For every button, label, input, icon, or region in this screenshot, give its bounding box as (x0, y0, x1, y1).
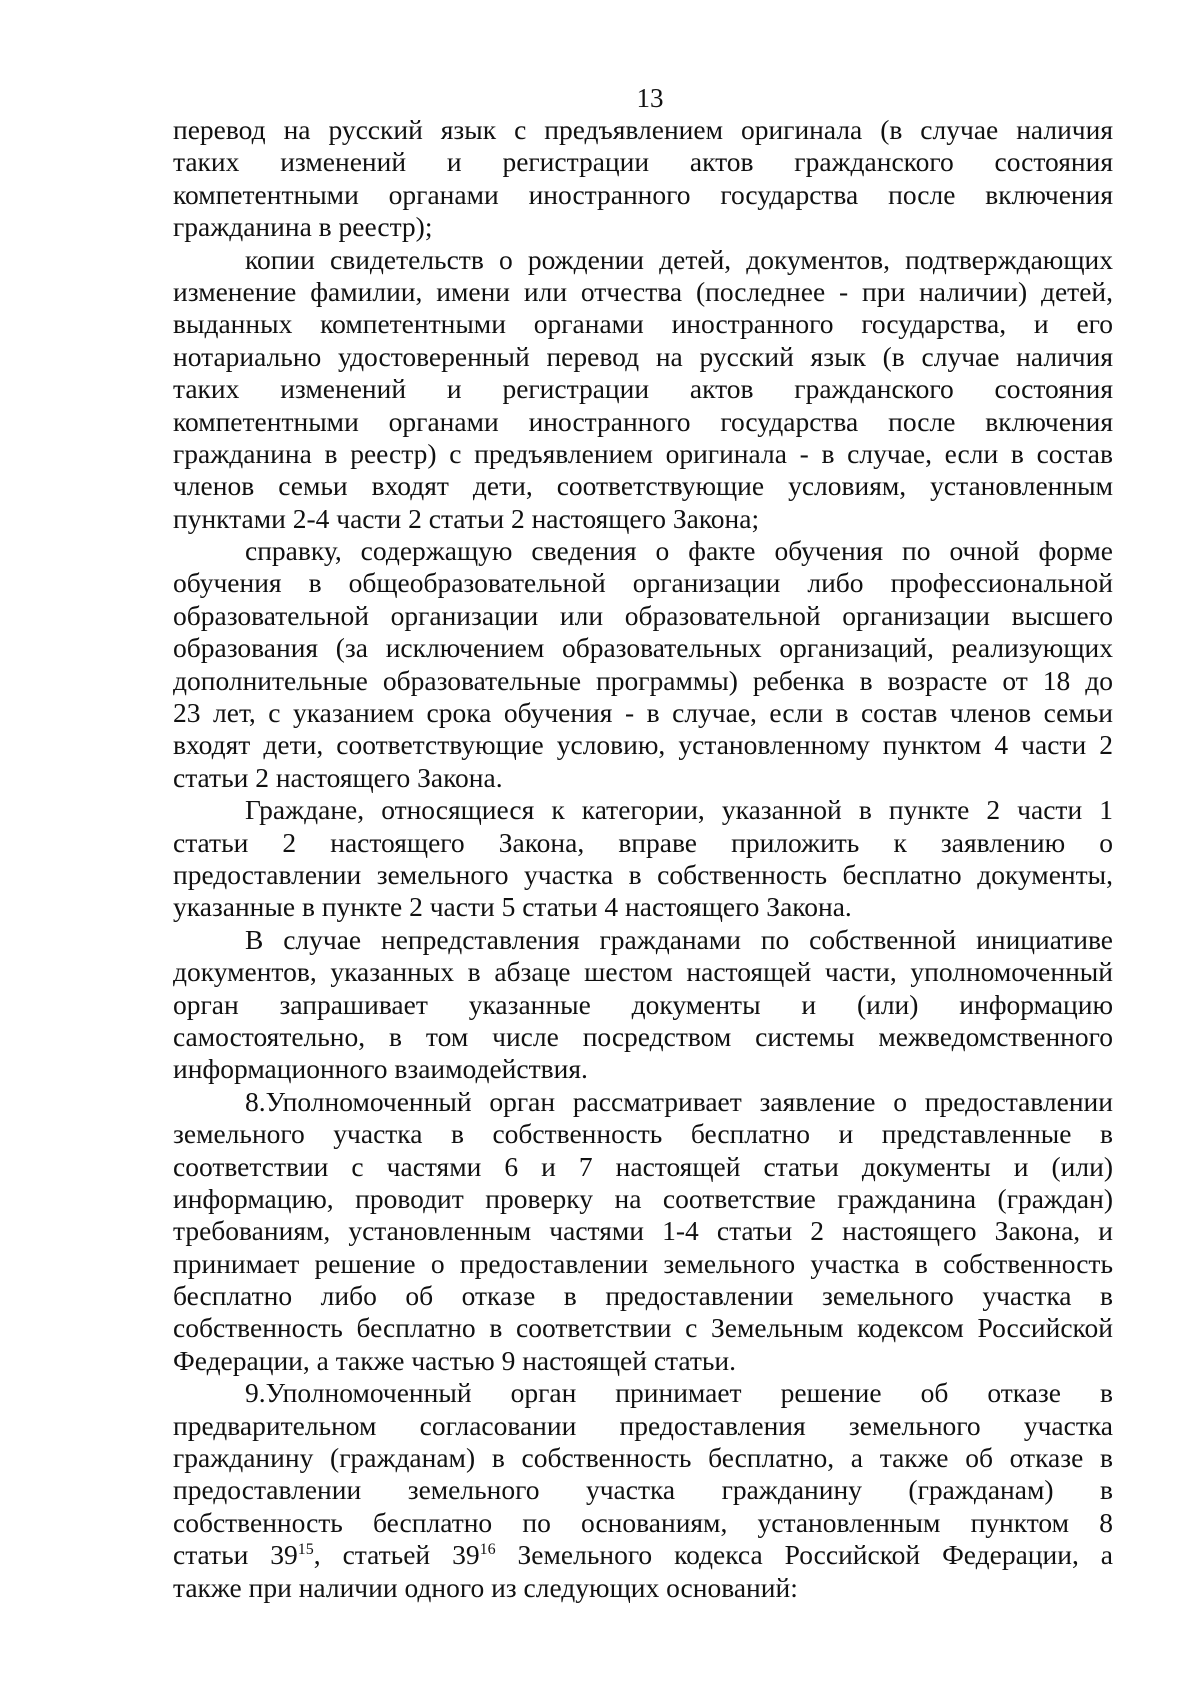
text-line: соответствии с частями 6 и 7 настоящей статьи документы и (или) (173, 1150, 1113, 1182)
text-line: принимает решение о предоставлении земельного участка в собственность (173, 1247, 1113, 1279)
text-line: гражданина в реестр); (173, 211, 433, 243)
text-line: обучения в общеобразовательной организации либо профессиональной (173, 567, 1113, 599)
text-line: статьи $39^{15}$, статьей $39^{16}$ Земельного кодекса Российской Федерации, а (173, 1539, 1113, 1571)
text-line: пунктами 2-4 части 2 статьи 2 настоящего Закона; (173, 502, 760, 534)
text-line: перевод на русский язык с предъявлением оригинала (в случае наличия (173, 114, 1113, 145)
text-line: дополнительные образовательные программы) ребенка в возрасте от 18 до (173, 664, 1113, 696)
text-line: В случае непредставления гражданами по собственной инициативе (245, 923, 1113, 955)
text-line: входят дети, соответствующие условию, установленному пунктом 4 части 2 (173, 729, 1113, 761)
text-line: Граждане, относящиеся к категории, указанной в пункте 2 части 1 (245, 794, 1113, 826)
text-line: статьи 2 настоящего Закона. (173, 761, 503, 793)
text-line: предоставлении земельного участка в собственность бесплатно документы, (173, 858, 1113, 890)
text-line: требованиям, установленным частями 1-4 статьи 2 настоящего Закона, и (173, 1215, 1113, 1247)
text-line: членов семьи входят дети, соответствующие условиям, установленным (173, 470, 1113, 502)
text-line: образования (за исключением образовательных организаций, реализующих (173, 632, 1113, 664)
text-line: выданных компетентными органами иностранного государства, и его (173, 308, 1113, 340)
document-body (173, 114, 1113, 1604)
text-line: копии свидетельств о рождении детей, документов, подтверждающих (245, 243, 1113, 275)
text-line: самостоятельно, в том числе посредством системы межведомственного (173, 1020, 1113, 1052)
text-line: статьи 2 настоящего Закона, вправе приложить к заявлению о (173, 826, 1113, 858)
text-line: указанные в пункте 2 части 5 статьи 4 настоящего Закона. (173, 891, 852, 923)
text-line: компетентными органами иностранного государства после включения (173, 178, 1113, 210)
text-line: Федерации, а также частью 9 настоящей статьи. (173, 1344, 737, 1376)
text-line: собственность бесплатно по основаниям, установленным пунктом 8 (173, 1506, 1113, 1538)
text-line: изменение фамилии, имени или отчества (последнее - при наличии) детей, (173, 275, 1113, 307)
text-line: таких изменений и регистрации актов гражданского состояния (173, 146, 1113, 178)
text-line: также при наличии одного из следующих оснований: (173, 1571, 798, 1603)
text-line: документов, указанных в абзаце шестом настоящей части, уполномоченный (173, 956, 1113, 988)
text-line: информационного взаимодействия. (173, 1053, 588, 1085)
text-line: справку, содержащую сведения о факте обучения по очной форме (245, 535, 1113, 567)
text-line: земельного участка в собственность бесплатно и представленные в (173, 1118, 1113, 1150)
text-line: 9.Уполномоченный орган принимает решение об отказе в (245, 1377, 1113, 1409)
page-number: 13 (636, 83, 664, 113)
text-line: компетентными органами иностранного государства после включения (173, 405, 1113, 437)
text-line: образовательной организации или образовательной организации высшего (173, 599, 1113, 631)
text-line: гражданину (гражданам) в собственность бесплатно, а также об отказе в (173, 1442, 1113, 1474)
text-line: таких изменений и регистрации актов гражданского состояния (173, 373, 1113, 405)
text-line: собственность бесплатно в соответствии с Земельным кодексом Российской (173, 1312, 1113, 1344)
text-line: предоставлении земельного участка гражданину (гражданам) в (173, 1474, 1113, 1506)
text-line: орган запрашивает указанные документы и (или) информацию (173, 988, 1113, 1020)
text-line: предварительном согласовании предоставления земельного участка (173, 1409, 1113, 1441)
text-line: бесплатно либо об отказе в предоставлении земельного участка в (173, 1280, 1113, 1312)
text-line: нотариально удостоверенный перевод на русский язык (в случае наличия (173, 340, 1113, 372)
text-line: 8.Уполномоченный орган рассматривает заявление о предоставлении (245, 1085, 1113, 1117)
text-line: 23 лет, с указанием срока обучения - в случае, если в состав членов семьи (173, 697, 1113, 729)
text-line: гражданина в реестр) с предъявлением оригинала - в случае, если в состав (173, 437, 1113, 469)
text-line: информацию, проводит проверку на соответствие гражданина (граждан) (173, 1182, 1113, 1214)
